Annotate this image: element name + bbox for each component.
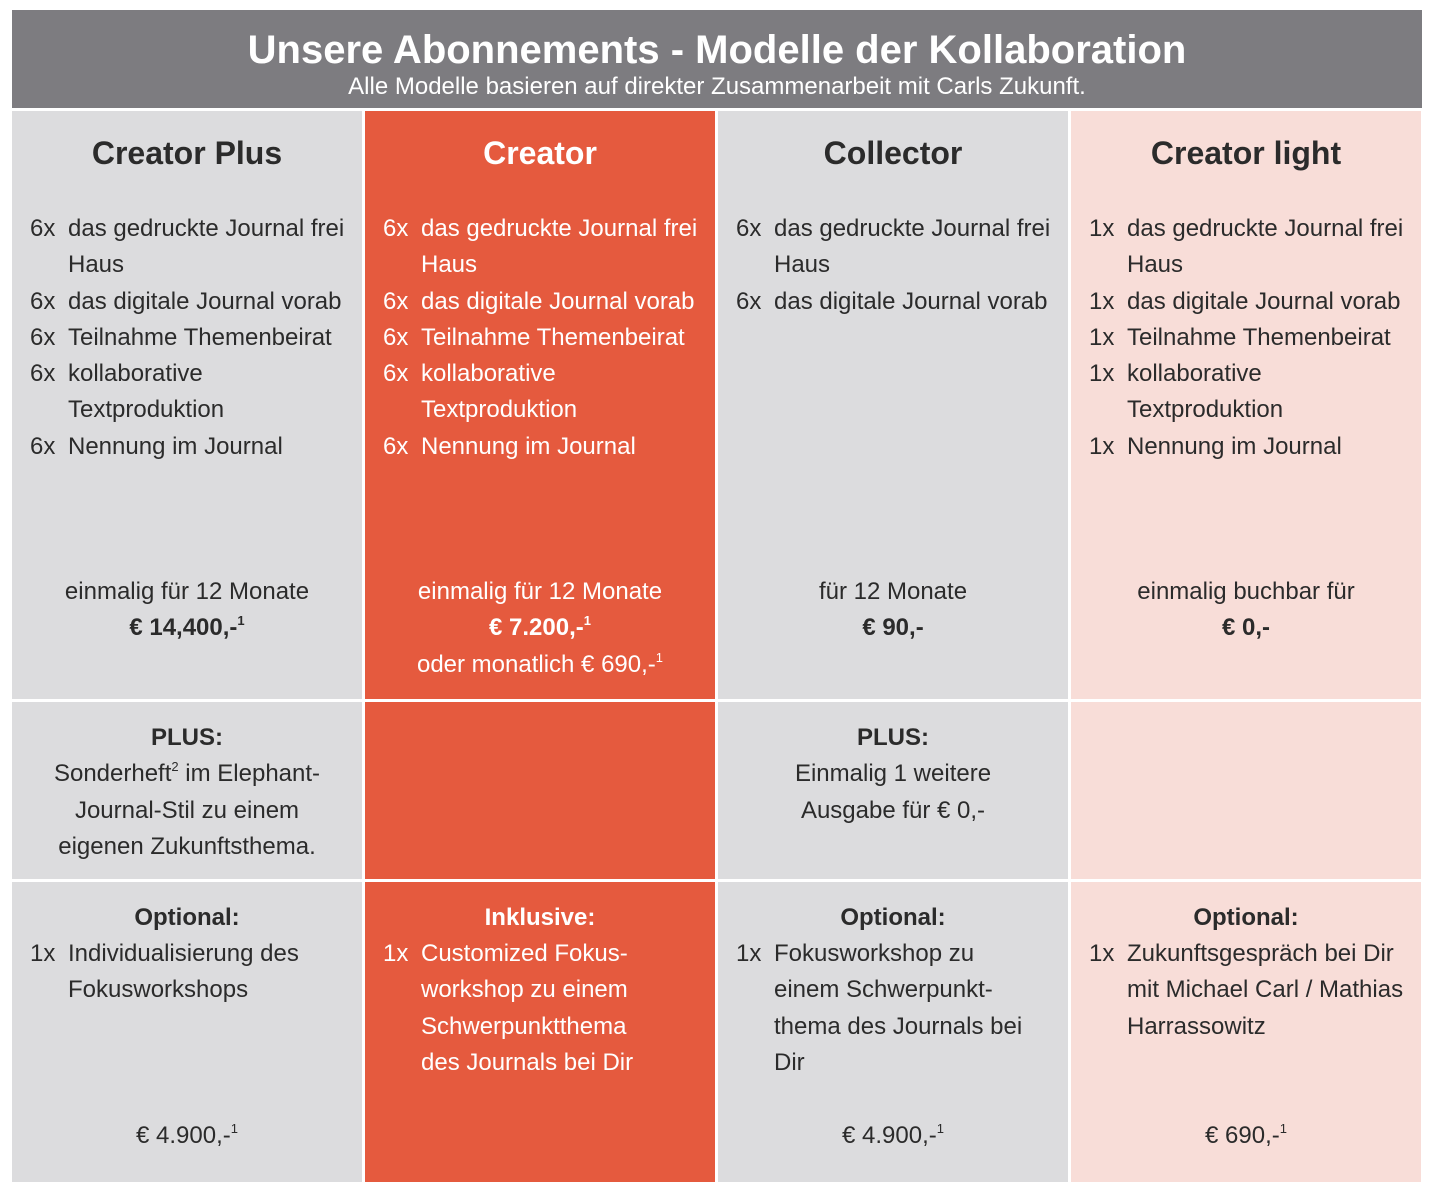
- feature-item: [1089, 320, 1411, 356]
- price: € 0,-: [1221, 614, 1271, 642]
- plus-block: [12, 720, 362, 865]
- price-block: [1071, 574, 1421, 647]
- option-price: € 690,-$^1$: [1205, 1121, 1287, 1149]
- feature-qty: 6x: [30, 360, 56, 388]
- plus-text: Sonderheft$^2$ im Elephant-Journal-Stil zu einem eigenen Zukunftsthema.: [53, 759, 321, 860]
- option-label: Optional:: [134, 904, 240, 931]
- feature-item: [30, 429, 352, 465]
- monthly-price: oder monatlich € 690,-$^1$: [416, 649, 664, 678]
- option-text: Customized Fokus-workshop zu einem Schwerpunktthema des Journals bei Dir: [421, 940, 634, 1076]
- option-item: [30, 936, 352, 1009]
- feature-text: das digitale Journal vorab: [68, 287, 342, 315]
- feature-qty: 6x: [383, 360, 409, 388]
- price-term: einmalig für 12 Monate: [64, 578, 310, 605]
- feature-item: [1089, 284, 1411, 320]
- feature-qty: 6x: [383, 323, 409, 351]
- feature-text: Teilnahme Themenbeirat: [1127, 323, 1391, 351]
- plan-card-creator: [365, 111, 715, 699]
- feature-item: [30, 211, 352, 284]
- feature-item: [383, 211, 705, 284]
- feature-text: das gedruckte Journal frei Haus: [421, 215, 698, 279]
- feature-text: Teilnahme Themenbeirat: [68, 323, 332, 351]
- footnote-marker: 1: [936, 1121, 944, 1136]
- option-item: [383, 936, 665, 1081]
- feature-qty: 1x: [1089, 360, 1115, 388]
- plan-name: Creator: [483, 135, 597, 171]
- feature-text: Nennung im Journal: [1127, 432, 1342, 460]
- feature-list: [383, 211, 705, 465]
- footnote-marker: 1: [583, 613, 591, 629]
- feature-item: [30, 320, 352, 356]
- page-title: Unsere Abonnements - Modelle der Kollaboration: [247, 28, 1187, 72]
- option-item: [736, 936, 1028, 1081]
- feature-qty: 6x: [383, 215, 409, 242]
- option-price: € 4.900,-$^1$: [842, 1121, 944, 1149]
- price-block: [718, 574, 1068, 647]
- plus-cell-creator: [365, 702, 715, 879]
- plan-name: Collector: [823, 135, 963, 171]
- option-qty: 1x: [383, 940, 409, 967]
- feature-text: Nennung im Journal: [68, 432, 283, 460]
- feature-list: [30, 211, 352, 465]
- header-banner: [12, 10, 1422, 108]
- feature-item: [30, 356, 352, 429]
- feature-text: das digitale Journal vorab: [1127, 287, 1401, 315]
- price: € 90,-: [862, 614, 924, 642]
- feature-text: das digitale Journal vorab: [421, 287, 695, 315]
- feature-item: [383, 284, 705, 320]
- option-text: Fokusworkshop zu einem Schwerpunkt-thema des Journals bei Dir: [774, 940, 1023, 1076]
- price-term: einmalig buchbar für: [1137, 578, 1355, 605]
- footnote-marker: 1: [1279, 1121, 1287, 1136]
- feature-list: [1089, 211, 1411, 465]
- feature-qty: 1x: [1089, 432, 1115, 460]
- feature-text: das gedruckte Journal frei Haus: [1127, 215, 1404, 279]
- option-cell-creator-light: [1071, 882, 1421, 1182]
- feature-text: das digitale Journal vorab: [774, 287, 1048, 315]
- option-cell-creator-plus: [12, 882, 362, 1182]
- option-qty: 1x: [30, 940, 56, 967]
- plus-label: PLUS:: [151, 724, 223, 751]
- footnote-marker: 2: [171, 759, 179, 775]
- feature-qty: 6x: [30, 323, 56, 351]
- plus-cell-creator-light: [1071, 702, 1421, 879]
- option-text: Zukunftsgespräch bei Dir mit Michael Carl / Mathias Harrassowitz: [1127, 940, 1404, 1040]
- feature-qty: 1x: [1089, 323, 1115, 351]
- plus-block: [718, 720, 1068, 829]
- feature-qty: 6x: [30, 432, 56, 460]
- feature-qty: 1x: [1089, 287, 1115, 315]
- feature-list: [736, 211, 1058, 320]
- page-subtitle: Alle Modelle basieren auf direkter Zusammenarbeit mit Carls Zukunft.: [348, 73, 1086, 100]
- plus-cell-creator-plus: [12, 702, 362, 879]
- feature-item: [736, 284, 1058, 320]
- option-label: Inklusive:: [484, 904, 596, 931]
- price-term: einmalig für 12 Monate: [417, 578, 663, 605]
- feature-text: Teilnahme Themenbeirat: [421, 323, 685, 351]
- feature-qty: 6x: [383, 287, 409, 315]
- feature-qty: 6x: [736, 287, 762, 315]
- option-text: Individualisierung des Fokusworkshops: [68, 940, 299, 1004]
- price-term: für 12 Monate: [818, 578, 968, 605]
- feature-text: kollaborative Textproduktion: [421, 360, 578, 424]
- feature-qty: 6x: [736, 215, 762, 242]
- feature-text: Nennung im Journal: [421, 432, 636, 460]
- feature-qty: 6x: [30, 215, 56, 242]
- option-cell-creator: [365, 882, 715, 1182]
- feature-item: [1089, 211, 1411, 284]
- feature-item: [383, 429, 705, 465]
- plan-card-collector: [718, 111, 1068, 699]
- feature-item: [383, 356, 705, 429]
- footnote-marker: 1: [230, 1121, 238, 1136]
- feature-text: kollaborative Textproduktion: [1127, 360, 1284, 424]
- feature-item: [30, 284, 352, 320]
- option-qty: 1x: [736, 940, 762, 967]
- feature-text: kollaborative Textproduktion: [68, 360, 225, 424]
- footnote-marker: 1: [237, 613, 245, 629]
- feature-item: [736, 211, 1058, 284]
- price: € 14,400,-$^1$: [129, 613, 245, 642]
- option-cell-collector: [718, 882, 1068, 1182]
- feature-qty: 1x: [1089, 215, 1115, 242]
- feature-text: das gedruckte Journal frei Haus: [68, 215, 345, 279]
- plan-name: Creator light: [1150, 135, 1342, 171]
- option-label: Optional:: [840, 904, 946, 931]
- footnote-marker: 1: [655, 649, 664, 665]
- feature-qty: 6x: [30, 287, 56, 315]
- plus-text: Einmalig 1 weitere Ausgabe für € 0,-: [794, 760, 992, 824]
- option-qty: 1x: [1089, 940, 1115, 967]
- option-label: Optional:: [1193, 904, 1299, 931]
- feature-qty: 6x: [383, 432, 409, 460]
- plan-card-creator-light: [1071, 111, 1421, 699]
- plans-table: [12, 111, 1422, 1182]
- plan-card-creator-plus: [12, 111, 362, 699]
- feature-text: das gedruckte Journal frei Haus: [774, 215, 1051, 279]
- feature-item: [1089, 356, 1411, 429]
- price-block: [12, 574, 362, 647]
- price: € 7.200,-$^1$: [489, 613, 591, 642]
- plan-name: Creator Plus: [91, 135, 283, 171]
- price-block: [365, 574, 715, 683]
- plus-cell-collector: [718, 702, 1068, 879]
- option-item: [1089, 936, 1411, 1045]
- feature-item: [383, 320, 705, 356]
- feature-item: [1089, 429, 1411, 465]
- option-price: € 4.900,-$^1$: [136, 1121, 238, 1149]
- plus-label: PLUS:: [857, 724, 929, 751]
